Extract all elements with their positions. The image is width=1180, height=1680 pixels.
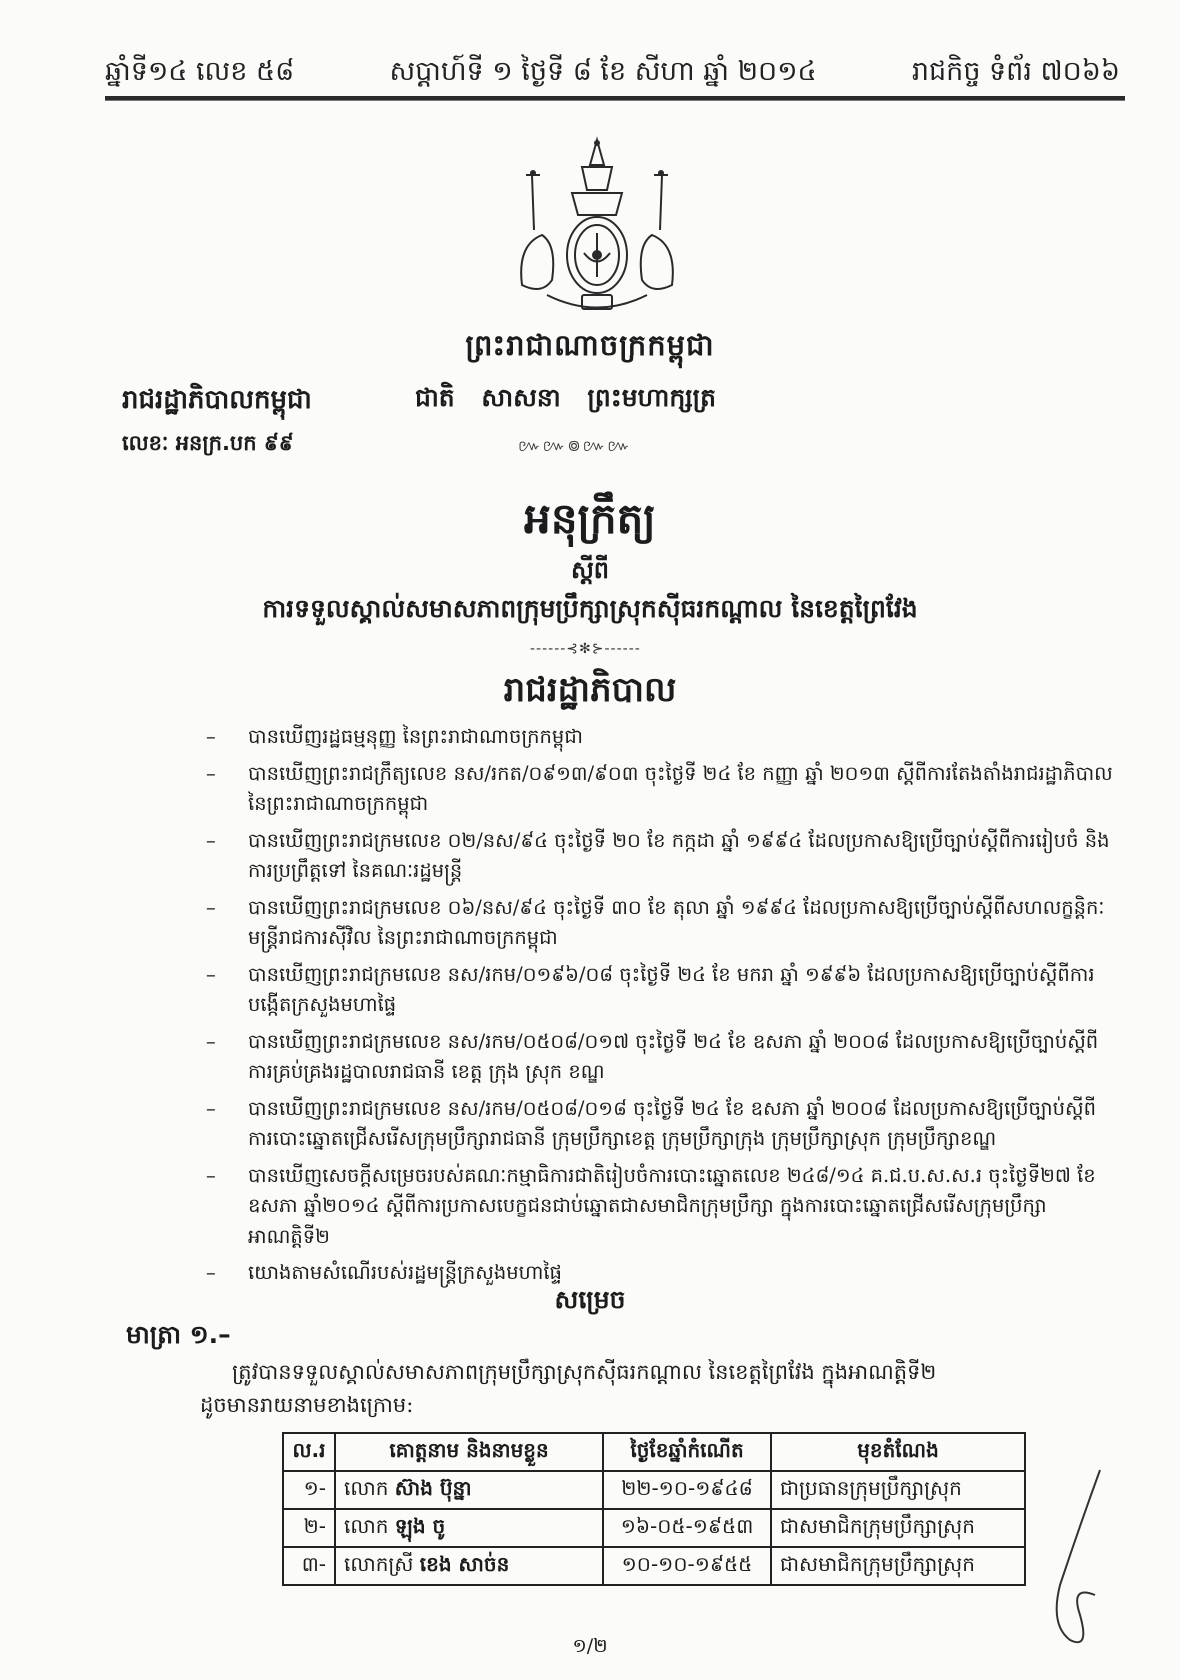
table-header-row <box>283 1433 1025 1471</box>
article-label: មាត្រា ១.– <box>126 1320 231 1349</box>
honorific: លោកស្រី <box>344 1552 414 1576</box>
article-text: ត្រូវបានទទួលស្គាល់សមាសភាពក្រុមប្រឹក្សាស្រុកស៊ីធរកណ្ដាល នៃខេត្តព្រៃវែង ក្នុងអាណត្តិទី២ <box>232 1360 937 1384</box>
page-number: ១/២ <box>572 1635 608 1657</box>
column-header-position: មុខតំណែង <box>771 1433 1025 1471</box>
member-name-cell <box>335 1471 603 1509</box>
row-number: ២- <box>283 1509 335 1547</box>
government-name: រាជរដ្ឋាភិបាលកម្ពុជា <box>122 385 312 415</box>
honorific: លោក <box>344 1476 389 1500</box>
column-header-dob: ថ្ងៃខែឆ្នាំកំណើត <box>603 1433 771 1471</box>
member-name: ខេង សាច់ន <box>419 1552 510 1576</box>
preamble-item: – បានឃើញព្រះរាជក្រមលេខ ០២/នស/៩៤ ចុះថ្ងៃទី ២០ ខែ កក្កដា ឆ្នាំ ១៩៩៤ ដែលប្រកាសឱ្យប្រើច្បាប់ស្ដីពីការរៀបចំ និងការប្រព្រឹត្តទៅ នៃគណៈរដ្ឋមន្ត្រី <box>238 826 1118 887</box>
member-name: ឡុង ចូ <box>394 1514 446 1538</box>
document-title: អនុក្រឹត្យ <box>524 494 656 543</box>
column-header-number: ល.រ <box>283 1433 335 1471</box>
preamble-item: – បានឃើញព្រះរាជក្រឹត្យលេខ នស/រកត/០៩១៣/៩០៣ ចុះថ្ងៃទី ២៤ ខែ កញ្ញា ឆ្នាំ ២០១៣ ស្ដីពីការតែងតាំងរាជរដ្ឋាភិបាល នៃព្រះរាជាណាចក្រកម្ពុជា <box>238 759 1118 820</box>
member-name: ស៊ាង ប៊ុន្នា <box>394 1476 472 1500</box>
preamble-item: – យោងតាមសំណើរបស់រដ្ឋមន្ត្រីក្រសួងមហាផ្ទៃ <box>238 1258 1118 1289</box>
gazette-issue: ឆ្នាំទី១៤ លេខ ៥៨ <box>105 56 295 87</box>
article-text-continued: ដូចមានរាយនាមខាងក្រោម: <box>200 1393 414 1417</box>
kingdom-name: ព្រះរាជាណាចក្រកម្ពុជា <box>465 328 715 362</box>
motto-ornament: ៚៚៙៚៚ <box>518 436 632 455</box>
decision-heading: សម្រេច <box>554 1285 626 1314</box>
header-rule <box>105 96 1125 101</box>
preamble-item: – បានឃើញសេចក្ដីសម្រេចរបស់គណៈកម្មាធិការជាតិរៀបចំការបោះឆ្នោតលេខ ២៤៨/១៤ គ.ជ.ប.ស.ស.រ ចុះថ្ងៃទី២៧ ខែឧសភា ឆ្នាំ២០១៤ ស្ដីពីការប្រកាសបេក្ខជនជាប់ឆ្នោតជាសមាជិកក្រុមប្រឹក្សា ក្នុងការបោះឆ្នោតជ្រើសរើសក្រុមប្រឹក្សា អាណត្តិទី២ <box>238 1161 1118 1253</box>
government-heading: រាជរដ្ឋាភិបាល <box>503 670 677 710</box>
gazette-date: សប្ដាហ៍ទី ១ ថ្ងៃទី ៨ ខែ សីហា ឆ្នាំ ២០១៤ <box>389 56 817 87</box>
title-divider: ------⊰✻⊱------ <box>530 641 641 657</box>
reference-number: លេខៈ អនក្រ.បក ៩៩ <box>122 431 294 455</box>
row-number: ១- <box>283 1471 335 1509</box>
document-subject: ការទទួលស្គាល់សមាសភាពក្រុមប្រឹក្សាស្រុកស៊ីធរកណ្ដាល នៃខេត្តព្រៃវែង <box>262 594 918 623</box>
royal-coat-of-arms-icon <box>512 135 682 320</box>
member-position: ជាសមាជិកក្រុមប្រឹក្សាស្រុក <box>771 1547 1025 1585</box>
date-of-birth: ១០-១០-១៩៥៥ <box>603 1547 771 1585</box>
gazette-page-ref: រាជកិច្ច ទំព័រ ៧០៦៦ <box>911 56 1120 87</box>
preamble-item: – បានឃើញព្រះរាជក្រមលេខ នស/រកម/០៥០៨/០១៧ ចុះថ្ងៃទី ២៤ ខែ ឧសភា ឆ្នាំ ២០០៨ ដែលប្រកាសឱ្យប្រើច្បាប់ស្ដីពីការគ្រប់គ្រងរដ្ឋបាលរាជធានី ខេត្ត ក្រុង ស្រុក ខណ្ឌ <box>238 1027 1118 1088</box>
date-of-birth: ២២-១០-១៩៤៨ <box>603 1471 771 1509</box>
handwritten-initial-icon <box>1040 1465 1140 1655</box>
honorific: លោក <box>344 1514 389 1538</box>
row-number: ៣- <box>283 1547 335 1585</box>
table-row <box>283 1547 1025 1585</box>
preamble-item: – បានឃើញព្រះរាជក្រមលេខ នស/រកម/០៥០៨/០១៨ ចុះថ្ងៃទី ២៤ ខែ ឧសភា ឆ្នាំ ២០០៨ ដែលប្រកាសឱ្យប្រើច្បាប់ស្ដីពីការបោះឆ្នោតជ្រើសរើសក្រុមប្រឹក្សារាជធានី ក្រុមប្រឹក្សាខេត្ត ក្រុមប្រឹក្សាក្រុង ក្រុមប្រឹក្សាស្រុក ក្រុមប្រឹក្សាខណ្ឌ <box>238 1094 1118 1155</box>
preamble-item: – បានឃើញព្រះរាជក្រមលេខ ០៦/នស/៩៤ ចុះថ្ងៃទី ៣០ ខែ តុលា ឆ្នាំ ១៩៩៤ ដែលប្រកាសឱ្យប្រើច្បាប់ស្ដីពីសហលក្ខន្តិកៈមន្ត្រីរាជការស៊ីវិល នៃព្រះរាជាណាចក្រកម្ពុជា <box>238 893 1118 954</box>
preamble-list <box>238 722 1118 1295</box>
preamble-item: – បានឃើញព្រះរាជក្រមលេខ នស/រកម/០១៩៦/០៨ ចុះថ្ងៃទី ២៤ ខែ មករា ឆ្នាំ ១៩៩៦ ដែលប្រកាសឱ្យប្រើច្បាប់ស្ដីពីការបង្កើតក្រសួងមហាផ្ទៃ <box>238 960 1118 1021</box>
table-row <box>283 1471 1025 1509</box>
preamble-item: – បានឃើញរដ្ឋធម្មនុញ្ញ នៃព្រះរាជាណាចក្រកម្ពុជា <box>238 722 1118 753</box>
member-name-cell <box>335 1509 603 1547</box>
member-position: ជាសមាជិកក្រុមប្រឹក្សាស្រុក <box>771 1509 1025 1547</box>
members-table <box>282 1432 1026 1586</box>
member-position: ជាប្រធានក្រុមប្រឹក្សាស្រុក <box>771 1471 1025 1509</box>
column-header-name: គោត្តនាម និងនាមខ្លួន <box>335 1433 603 1471</box>
gazette-header <box>105 38 1120 94</box>
member-name-cell <box>335 1547 603 1585</box>
document-about: ស្ដីពី <box>570 556 610 584</box>
date-of-birth: ១៦-០៥-១៩៥៣ <box>603 1509 771 1547</box>
table-row <box>283 1509 1025 1547</box>
national-motto: ជាតិ សាសនា ព្រះមហាក្សត្រ <box>415 383 716 412</box>
